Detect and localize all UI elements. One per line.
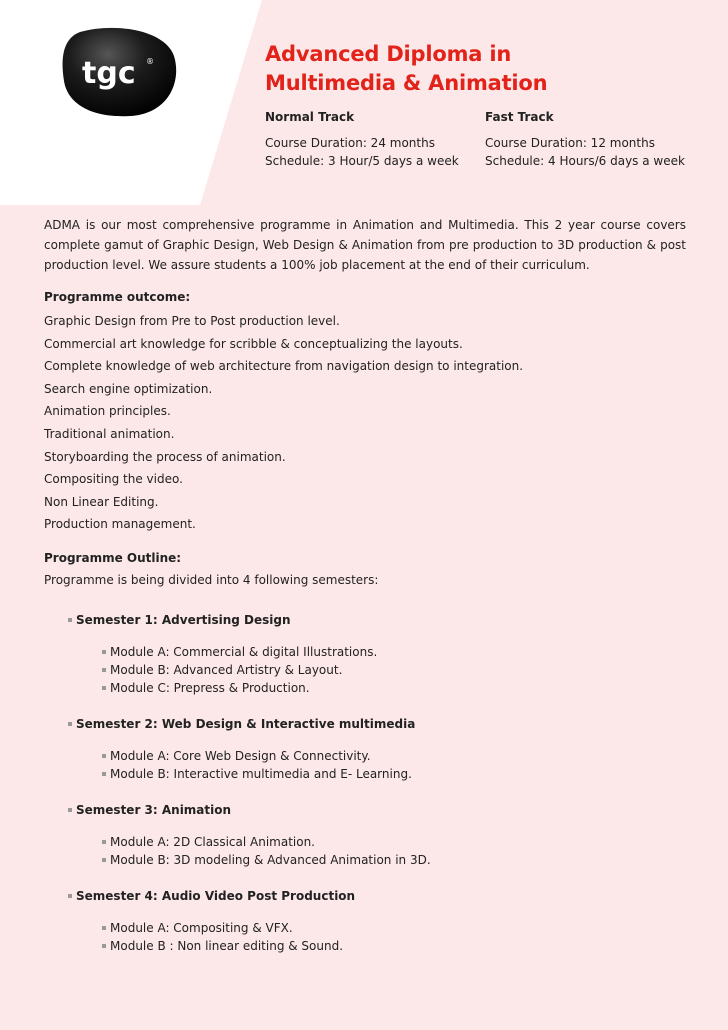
semester-2 xyxy=(44,715,686,783)
semester-3 xyxy=(44,801,686,869)
square-bullet-icon xyxy=(102,650,106,654)
square-bullet-icon xyxy=(102,668,106,672)
semester-title: Semester 3: Animation xyxy=(76,802,232,817)
normal-track xyxy=(265,108,485,170)
outcome-list xyxy=(44,310,686,536)
semester-1 xyxy=(44,611,686,697)
tracks xyxy=(265,108,705,170)
module-item: Module B : Non linear editing & Sound. xyxy=(110,938,344,953)
outline-text: Programme is being divided into 4 following semesters: xyxy=(44,572,379,587)
square-bullet-icon xyxy=(68,894,72,898)
semester-title: Semester 2: Web Design & Interactive multimedia xyxy=(76,716,416,731)
list-item: Complete knowledge of web architecture from navigation design to integration. xyxy=(44,359,524,374)
module-item: Module B: 3D modeling & Advanced Animation in 3D. xyxy=(110,852,431,867)
square-bullet-icon xyxy=(68,618,72,622)
semester-list xyxy=(44,611,686,955)
module-list xyxy=(44,747,686,783)
title-line-1: Advanced Diploma in xyxy=(265,42,512,66)
module-list xyxy=(44,643,686,697)
list-item: Graphic Design from Pre to Post production level. xyxy=(44,314,340,328)
module-item: Module A: Compositing & VFX. xyxy=(110,920,293,935)
module-item: Module C: Prepress & Production. xyxy=(110,680,310,695)
logo-registered-mark: ® xyxy=(146,57,154,66)
square-bullet-icon xyxy=(102,944,106,948)
semester-4 xyxy=(44,887,686,955)
semester-title: Semester 1: Advertising Design xyxy=(76,612,291,627)
square-bullet-icon xyxy=(102,858,106,862)
fast-track-duration: Course Duration: 12 months xyxy=(485,136,655,150)
content xyxy=(44,215,686,973)
square-bullet-icon xyxy=(102,926,106,930)
page-title xyxy=(265,40,705,98)
header xyxy=(265,40,705,170)
list-item: Commercial art knowledge for scribble & conceptualizing the layouts. xyxy=(44,336,463,351)
square-bullet-icon xyxy=(102,754,106,758)
module-list xyxy=(44,919,686,955)
title-line-2: Multimedia & Animation xyxy=(265,71,548,95)
list-item: Compositing the video. xyxy=(44,472,183,487)
square-bullet-icon xyxy=(68,722,72,726)
normal-track-duration: Course Duration: 24 months xyxy=(265,136,435,150)
list-item: Storyboarding the process of animation. xyxy=(44,449,286,464)
outcome-heading: Programme outcome: xyxy=(44,290,191,304)
module-item: Module B: Interactive multimedia and E- Learning. xyxy=(110,766,412,781)
square-bullet-icon xyxy=(68,808,72,812)
fast-track-schedule: Schedule: 4 Hours/6 days a week xyxy=(485,154,685,168)
normal-track-schedule: Schedule: 3 Hour/5 days a week xyxy=(265,154,459,168)
normal-track-heading: Normal Track xyxy=(265,110,355,124)
list-item: Search engine optimization. xyxy=(44,381,213,396)
fast-track xyxy=(485,108,685,170)
fast-track-heading: Fast Track xyxy=(485,110,554,124)
module-item: Module A: Core Web Design & Connectivity. xyxy=(110,748,371,763)
square-bullet-icon xyxy=(102,772,106,776)
square-bullet-icon xyxy=(102,840,106,844)
intro-paragraph: ADMA is our most comprehensive programme in Animation and Multimedia. This 2 year course covers complete gamut of Graphic Design, Web Design & Animation from pre production to 3D production & post production level. We assure students a 100% job placement at the end of their curriculum. xyxy=(44,218,686,272)
module-item: Module A: Commercial & digital Illustrations. xyxy=(110,644,378,659)
square-bullet-icon xyxy=(102,686,106,690)
logo-text: tgc xyxy=(82,56,136,91)
outline-heading: Programme Outline: xyxy=(44,550,182,565)
semester-title: Semester 4: Audio Video Post Production xyxy=(76,888,356,903)
list-item: Production management. xyxy=(44,517,196,532)
list-item: Non Linear Editing. xyxy=(44,494,159,509)
module-list xyxy=(44,833,686,869)
list-item: Animation principles. xyxy=(44,404,171,419)
module-item: Module B: Advanced Artistry & Layout. xyxy=(110,662,343,677)
module-item: Module A: 2D Classical Animation. xyxy=(110,834,315,849)
tgc-logo xyxy=(60,26,180,118)
list-item: Traditional animation. xyxy=(44,426,175,441)
